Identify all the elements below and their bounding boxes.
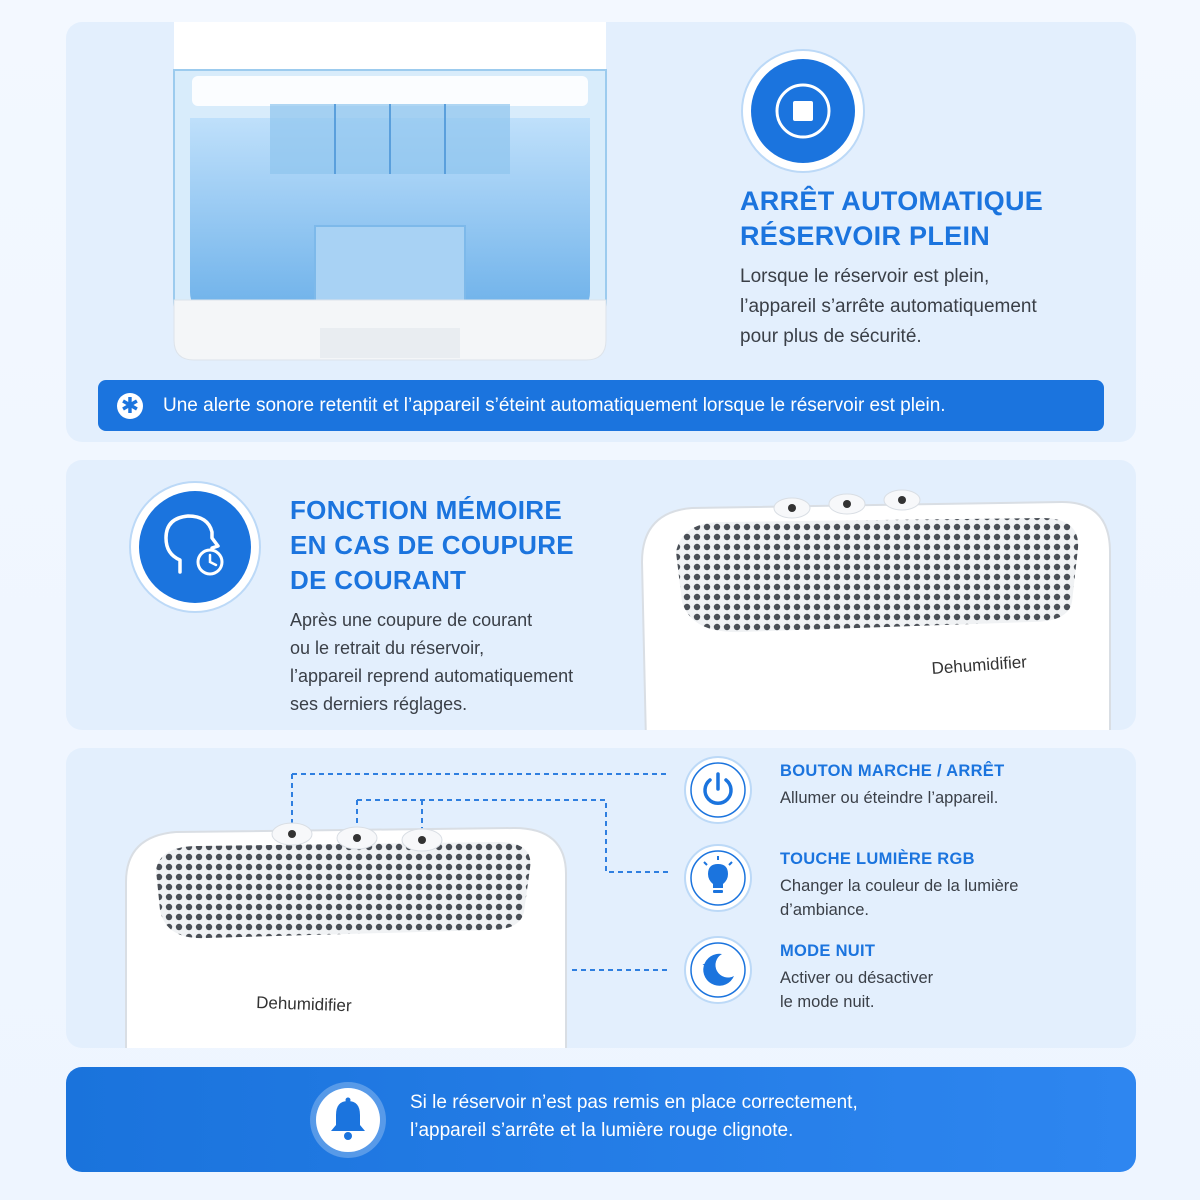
dehumidifier-top-illustration xyxy=(632,482,1122,730)
memory-title-line2: EN CAS DE COUPURE xyxy=(290,530,574,560)
controls-panel xyxy=(66,748,1136,1048)
asterisk-icon: ✱ xyxy=(117,393,143,419)
memory-desc-line4: ses derniers réglages. xyxy=(290,694,468,714)
auto-stop-title-line2: RÉSERVOIR PLEIN xyxy=(740,221,991,251)
sound-alert-text: Une alerte sonore retentit et l’appareil s’éteint automatiquement lorsque le réservoir est plein. xyxy=(163,394,946,416)
power-icon xyxy=(684,756,752,824)
feature-rgb-desc xyxy=(780,874,1080,922)
auto-stop-desc-line1: Lorsque le réservoir est plein, xyxy=(740,266,990,287)
tank-warning-text xyxy=(410,1089,858,1145)
memory-title xyxy=(290,493,574,598)
feature-power-title: BOUTON MARCHE / ARRÊT xyxy=(780,762,1005,780)
auto-stop-desc-line2: l’appareil s’arrête automatiquement xyxy=(740,296,1037,317)
feature-rgb-desc-line1: Changer la couleur de la lumière xyxy=(780,877,1019,895)
memory-title-line1: FONCTION MÉMOIRE xyxy=(290,495,563,525)
memory-desc-line1: Après une coupure de courant xyxy=(290,610,533,630)
auto-stop-description xyxy=(740,262,1120,352)
auto-stop-title xyxy=(740,184,1043,254)
feature-rgb-title: TOUCHE LUMIÈRE RGB xyxy=(780,850,975,868)
auto-stop-panel xyxy=(66,22,1136,442)
feature-power-desc xyxy=(780,786,1080,810)
controls-device-label: Dehumidifier xyxy=(255,993,352,1016)
water-tank-illustration xyxy=(170,22,610,382)
sound-alert-bar xyxy=(98,380,1104,431)
control-buttons-illustration xyxy=(114,762,694,1048)
feature-night-desc-line1: Activer ou désactiver xyxy=(780,969,934,987)
memory-desc-line2: ou le retrait du réservoir, xyxy=(290,638,485,658)
memory-title-line3: DE COURANT xyxy=(290,565,467,595)
feature-night-title: MODE NUIT xyxy=(780,942,876,960)
auto-stop-title-line1: ARRÊT AUTOMATIQUE xyxy=(740,186,1044,216)
stop-square-icon xyxy=(740,48,866,174)
feature-rgb-desc-line2: d’ambiance. xyxy=(780,901,869,919)
auto-stop-desc-line3: pour plus de sécurité. xyxy=(740,326,922,347)
moon-star-icon xyxy=(684,936,752,1004)
memory-device-label: Dehumidifier xyxy=(930,652,1028,678)
feature-power-desc-line1: Allumer ou éteindre l’appareil. xyxy=(780,789,999,807)
memory-desc-line3: l’appareil reprend automatiquement xyxy=(290,666,574,686)
head-clock-icon xyxy=(128,480,262,614)
memory-function-panel xyxy=(66,460,1136,730)
bell-icon xyxy=(309,1081,387,1159)
tank-warning-line2: l’appareil s’arrête et la lumière rouge clignote. xyxy=(410,1120,794,1141)
tank-warning-banner xyxy=(66,1067,1136,1172)
lightbulb-icon xyxy=(684,844,752,912)
feature-night-desc-line2: le mode nuit. xyxy=(780,993,875,1011)
memory-description xyxy=(290,606,630,718)
tank-warning-line1: Si le réservoir n’est pas remis en place correctement, xyxy=(410,1092,858,1113)
feature-night-desc xyxy=(780,966,1080,1014)
